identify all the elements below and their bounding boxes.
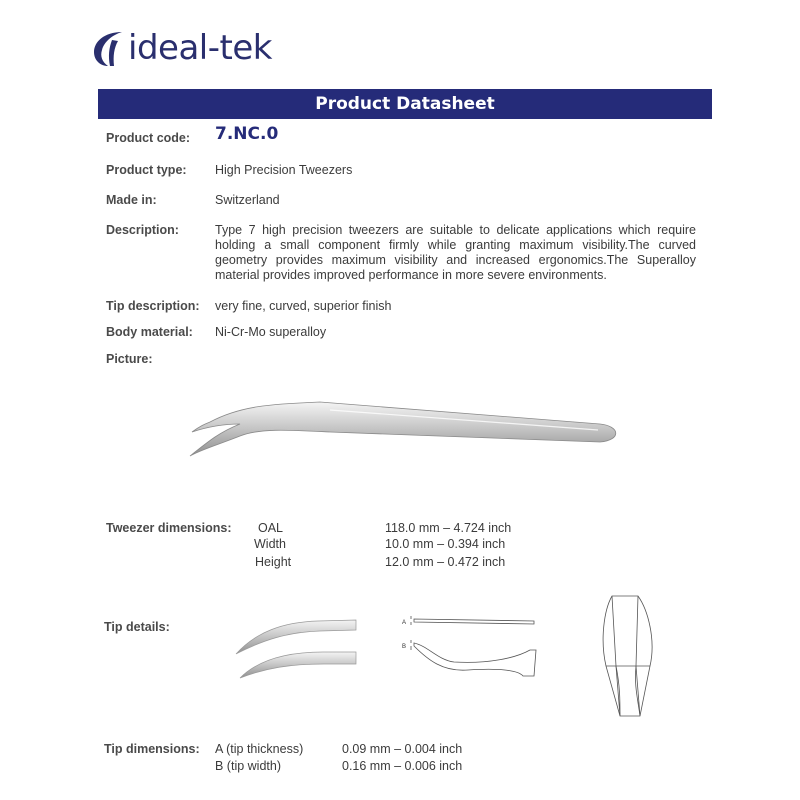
tip-diagram-label-a: A — [402, 620, 407, 626]
made-in-label: Made in: — [106, 193, 157, 207]
body-material-label: Body material: — [106, 325, 193, 339]
product-type-value: High Precision Tweezers — [215, 163, 353, 177]
tip-diagram-label-b: B — [402, 644, 407, 650]
tip-width-value: 0.16 mm – 0.006 inch — [342, 759, 463, 773]
tip-closeup-picture — [228, 612, 358, 682]
tweezers-picture — [180, 392, 630, 462]
product-code-label: Product code: — [106, 131, 191, 145]
picture-label: Picture: — [106, 352, 153, 366]
tip-details-label: Tip details: — [104, 620, 170, 634]
tip-thickness-value: 0.09 mm – 0.004 inch — [342, 742, 463, 756]
tip-cross-section-diagram — [592, 590, 662, 720]
made-in-value: Switzerland — [215, 193, 280, 207]
dimension-height-name: Height — [255, 555, 292, 569]
tweezer-dimensions-label: Tweezer dimensions: — [106, 521, 232, 535]
product-code-value: 7.NC.0 — [215, 124, 279, 144]
dimension-height-value: 12.0 mm – 0.472 inch — [385, 555, 506, 569]
brand-logo — [92, 26, 272, 70]
dimension-oal-value: 118.0 mm – 4.724 inch — [385, 521, 512, 535]
dimension-width-name: Width — [254, 537, 286, 551]
page-title: Product Datasheet — [315, 94, 495, 114]
dimension-oal-name: OAL — [258, 521, 284, 535]
brand-name: ideal-tek — [128, 28, 272, 68]
product-type-label: Product type: — [106, 163, 187, 177]
tip-dimensions-label: Tip dimensions: — [104, 742, 200, 756]
title-bar — [98, 89, 712, 119]
tip-thickness-name: A (tip thickness) — [215, 742, 304, 756]
tip-description-label: Tip description: — [106, 299, 200, 313]
tip-description-value: very fine, curved, superior finish — [215, 299, 392, 313]
description-value: Type 7 high precision tweezers are suitable to delicate applications which require holding a small component firmly while granting maximum visibility.The curved geometry provides maximum visibility and increased ergonomics.The Superalloy material provides improved performance in more severe environments. — [215, 223, 696, 282]
dimension-width-value: 10.0 mm – 0.394 inch — [385, 537, 506, 551]
description-label: Description: — [106, 223, 179, 237]
body-material-value: Ni-Cr-Mo superalloy — [215, 325, 327, 339]
tip-width-name: B (tip width) — [215, 759, 281, 773]
tip-profile-diagram — [398, 610, 538, 690]
brand-logo-icon — [92, 28, 126, 68]
